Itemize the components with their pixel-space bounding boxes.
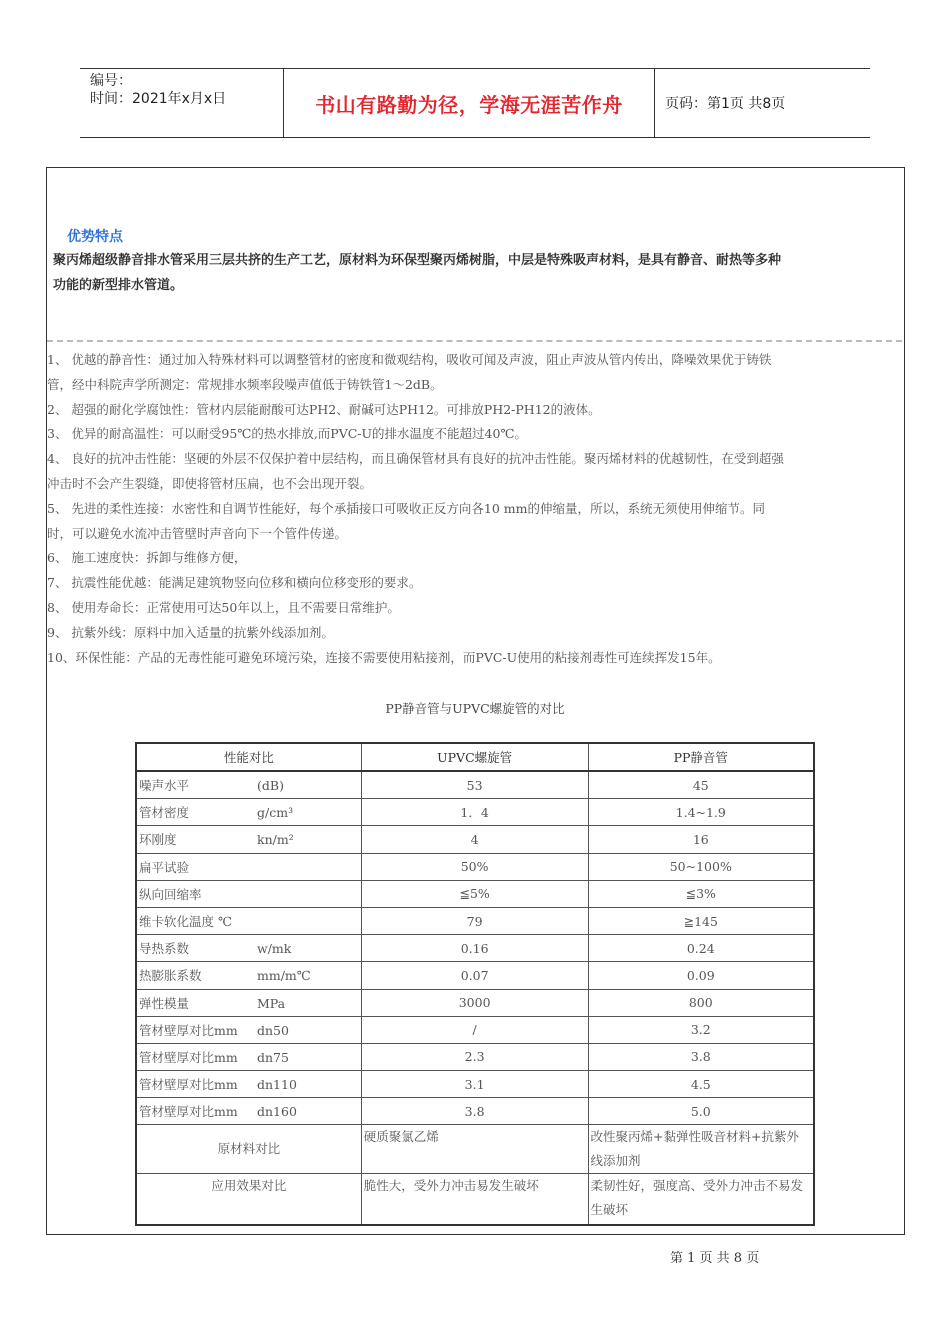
effect-upvc: 脆性大，受外力冲击易发生破坏 (361, 1174, 588, 1226)
property-name: 管材壁厚对比mm (139, 1022, 238, 1038)
property-name: 导热系数 (139, 941, 190, 957)
property-cell (136, 799, 361, 826)
table-row (136, 935, 814, 962)
property-cell (136, 907, 361, 934)
property-unit: dn50 (257, 1022, 289, 1038)
property-name: 管材壁厚对比mm (139, 1077, 238, 1093)
feature-line: 7、 抗震性能优越：能满足建筑物竖向位移和横向位移变形的要求。 (47, 575, 422, 591)
property-unit: (dB) (257, 778, 284, 794)
header-page-cell (655, 69, 870, 137)
doc-code-label: 编号： (90, 73, 132, 89)
feature-line: 6、 施工速度快：拆卸与维修方便， (47, 550, 247, 566)
feature-line: 1、 优越的静音性：通过加入特殊材料可以调整管材的密度和微观结构，吸收可闻及声波，阻止声波从管内传出，降噪效果优于铸铁 (47, 352, 772, 367)
effect-pp: 柔韧性好，强度高、受外力冲击不易发生破坏 (588, 1174, 814, 1226)
upvc-value: 0.16 (361, 935, 588, 962)
pp-value: 4.5 (588, 1071, 814, 1098)
feature-line: 9、 抗紫外线：原料中加入适量的抗紫外线添加剂。 (47, 624, 334, 640)
property-cell (136, 989, 361, 1016)
intro-line: 功能的新型排水管道。 (53, 278, 184, 293)
feature-line: 管，经中科院声学所测定：常规排水频率段噪声值低于铸铁管1～2dB。 (47, 376, 443, 392)
motto-text: 书山有路勤为径，学海无涯苦作舟 (315, 92, 623, 117)
doc-date-label: 时间：2021年x月x日 (90, 91, 227, 107)
pp-value: 3.8 (588, 1043, 814, 1070)
document-header (80, 68, 870, 138)
material-label: 原材料对比 (136, 1125, 361, 1174)
property-name: 环刚度 (139, 832, 177, 848)
feature-line: 冲击时不会产生裂缝，即使将管材压扁，也不会出现开裂。 (47, 475, 373, 491)
pp-value: 800 (588, 989, 814, 1016)
intro-paragraph (53, 248, 873, 298)
feature-line: 2、 超强的耐化学腐蚀性：管材内层能耐酸可达PH2、耐碱可达PH12。可排放PH2-PH12的液体。 (47, 401, 601, 417)
property-unit: kn/m² (257, 832, 294, 848)
property-name: 扁平试验 (139, 859, 190, 875)
table-header-row (136, 743, 814, 771)
upvc-value: 53 (361, 771, 588, 799)
table-row (136, 826, 814, 853)
property-name: 噪声水平 (139, 778, 190, 794)
pp-value: ≦3% (588, 880, 814, 907)
header-cell: 性能对比 (136, 743, 361, 771)
pp-value: 0.24 (588, 935, 814, 962)
upvc-value: 3.8 (361, 1098, 588, 1125)
property-cell (136, 826, 361, 853)
property-unit: g/cm³ (257, 805, 294, 821)
upvc-value: ≦5% (361, 880, 588, 907)
property-unit: w/mk (257, 941, 292, 957)
upvc-value: 1．4 (361, 799, 588, 826)
section-title: 优势特点 (67, 229, 123, 245)
effect-label: 应用效果对比 (136, 1174, 361, 1226)
table-row (136, 962, 814, 989)
upvc-value: / (361, 1016, 588, 1043)
pp-value: 1.4~1.9 (588, 799, 814, 826)
upvc-value: 4 (361, 826, 588, 853)
table-row (136, 989, 814, 1016)
table-row (136, 1071, 814, 1098)
property-unit: MPa (257, 995, 286, 1011)
pp-value: 50~100% (588, 853, 814, 880)
header-cell: PP静音管 (588, 743, 814, 771)
upvc-value: 79 (361, 907, 588, 934)
table-row (136, 1043, 814, 1070)
upvc-value: 2.3 (361, 1043, 588, 1070)
property-name: 纵向回缩率 (139, 886, 202, 902)
pp-value: 0.09 (588, 962, 814, 989)
material-row (136, 1125, 814, 1174)
table-row (136, 853, 814, 880)
property-cell (136, 962, 361, 989)
property-name: 热膨胀系数 (139, 968, 202, 984)
pp-value: 45 (588, 771, 814, 799)
page-number-label: 页码：第1页 共8页 (665, 96, 786, 112)
dashed-divider (47, 340, 902, 342)
upvc-value: 0.07 (361, 962, 588, 989)
pp-value: ≧145 (588, 907, 814, 934)
table-row (136, 907, 814, 934)
upvc-value: 3000 (361, 989, 588, 1016)
material-upvc: 硬质聚氯乙烯 (361, 1125, 588, 1174)
header-cell: UPVC螺旋管 (361, 743, 588, 771)
header-motto-cell (284, 69, 655, 137)
property-name: 维卡软化温度 ℃ (139, 914, 232, 930)
pp-value: 3.2 (588, 1016, 814, 1043)
property-cell (136, 880, 361, 907)
header-meta-cell (80, 69, 284, 137)
property-cell (136, 1043, 361, 1070)
table-title: PP静音管与UPVC螺旋管的对比 (385, 701, 565, 716)
feature-line: 时，可以避免水流冲击管壁时声音向下一个管件传递。 (47, 525, 348, 541)
property-unit: dn75 (257, 1049, 289, 1065)
comparison-table (135, 742, 815, 1226)
feature-line: 5、 先进的柔性连接：水密性和自调节性能好，每个承插接口可吸收正反方向各10 mm的伸缩量，所以，系统无须使用伸缩节。同 (47, 500, 766, 516)
effect-row (136, 1174, 814, 1226)
property-cell (136, 853, 361, 880)
intro-line: 聚丙烯超级静音排水管采用三层共挤的生产工艺，原材料为环保型聚丙烯树脂，中层是特殊吸声材料，是具有静音、耐热等多种 (53, 253, 782, 268)
property-name: 管材壁厚对比mm (139, 1049, 238, 1065)
feature-line: 10、环保性能：产品的无毒性能可避免环境污染，连接不需要使用粘接剂，而PVC-U使用的粘接剂毒性可连续挥发15年。 (47, 649, 721, 665)
property-name: 弹性模量 (139, 995, 190, 1011)
upvc-value: 50% (361, 853, 588, 880)
property-unit: dn110 (257, 1077, 297, 1093)
property-cell (136, 771, 361, 799)
table-row (136, 799, 814, 826)
table-row (136, 1098, 814, 1125)
property-cell (136, 1071, 361, 1098)
property-unit: dn160 (257, 1104, 297, 1120)
feature-line: 8、 使用寿命长：正常使用可达50年以上，且不需要日常维护。 (47, 599, 400, 615)
pp-value: 16 (588, 826, 814, 853)
property-name: 管材壁厚对比mm (139, 1104, 238, 1120)
upvc-value: 3.1 (361, 1071, 588, 1098)
property-cell (136, 1016, 361, 1043)
feature-line: 4、 良好的抗冲击性能：坚硬的外层不仅保护着中层结构，而且确保管材具有良好的抗冲击性能。聚丙烯材料的优越韧性，在受到超强 (47, 451, 784, 467)
table-row (136, 771, 814, 799)
table-row (136, 880, 814, 907)
pp-value: 5.0 (588, 1098, 814, 1125)
property-cell (136, 1098, 361, 1125)
table-row (136, 1016, 814, 1043)
property-unit: mm/m℃ (257, 968, 311, 984)
property-name: 管材密度 (139, 805, 190, 821)
page-footer: 第 1 页 共 8 页 (670, 1251, 760, 1266)
feature-list (47, 348, 903, 670)
feature-line: 3、 优异的耐高温性：可以耐受95℃的热水排放,而PVC-U的排水温度不能超过40℃。 (47, 426, 527, 442)
material-pp: 改性聚丙烯+黏弹性吸音材料+抗紫外线添加剂 (588, 1125, 814, 1174)
property-cell (136, 935, 361, 962)
